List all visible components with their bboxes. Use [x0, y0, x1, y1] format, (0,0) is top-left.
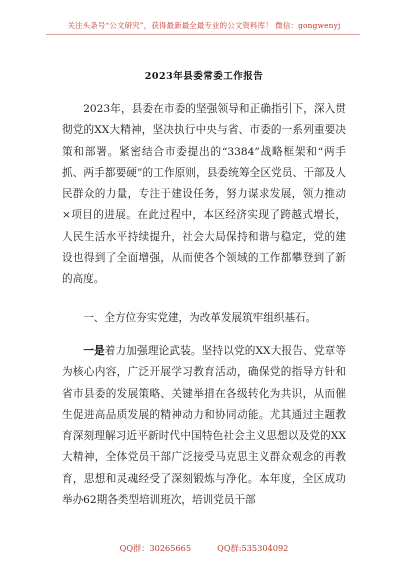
paragraph-intro: 2023年，县委在市委的坚强领导和正确指引下，深入贯彻党的XX大精神，坚决执行中央与省、市委的一系列重要决策和部署。紧密结合市委提出的“3384”战略框架和“两手抓、两手都要硬”的工作原则，县委统筹全区党员、干部及人民群众的力量，专注于建设任务，努力谋求发展，领力推动×项目的进展。在此过程中，本区经济实现了跨越式增长，人民生活水平持续提升，社会大局保持和谐与稳定，党的建设也得到了全面增强，从而使各个领域的工作都攀登到了新的高度。: [62, 103, 346, 286]
footer-qq-group-1: QQ群：30265665: [119, 543, 192, 553]
paragraph-lead: 一是: [83, 345, 105, 357]
header-divider: [46, 34, 360, 35]
header-banner: 关注头条号“公文研究”，获得最新最全最专业的公文资料库！ 微信：gongwenyj: [67, 21, 341, 30]
footer-qq-group-2: QQ群:535304092: [217, 543, 289, 553]
section-heading: 一、全方位夯实党建，为改革发展筑牢组织基石。: [83, 312, 317, 324]
footer-contacts: [0, 543, 408, 554]
paragraph-body: 着力加强理论武装。坚持以党的XX大报告、党章等为核心内容，广泛开展学习教育活动，确保党的指导方针和省市县委的发展策略、关键举措在各级转化为共识，从而催生促进高品质发展的精神动力和协同动能。尤其通过主题教育深刻理解习近平新时代中国特色社会主义思想以及党的XX大精神，全体党员干部广泛接受马克思主义群众观念的再教育，思想和灵魂经受了深刻锻炼与净化。本年度，全区成功举办62期各类型培训班次，培训党员干部: [62, 345, 346, 507]
document-title: 2023年县委常委工作报告: [144, 71, 264, 82]
paragraph-theory: [62, 341, 346, 511]
